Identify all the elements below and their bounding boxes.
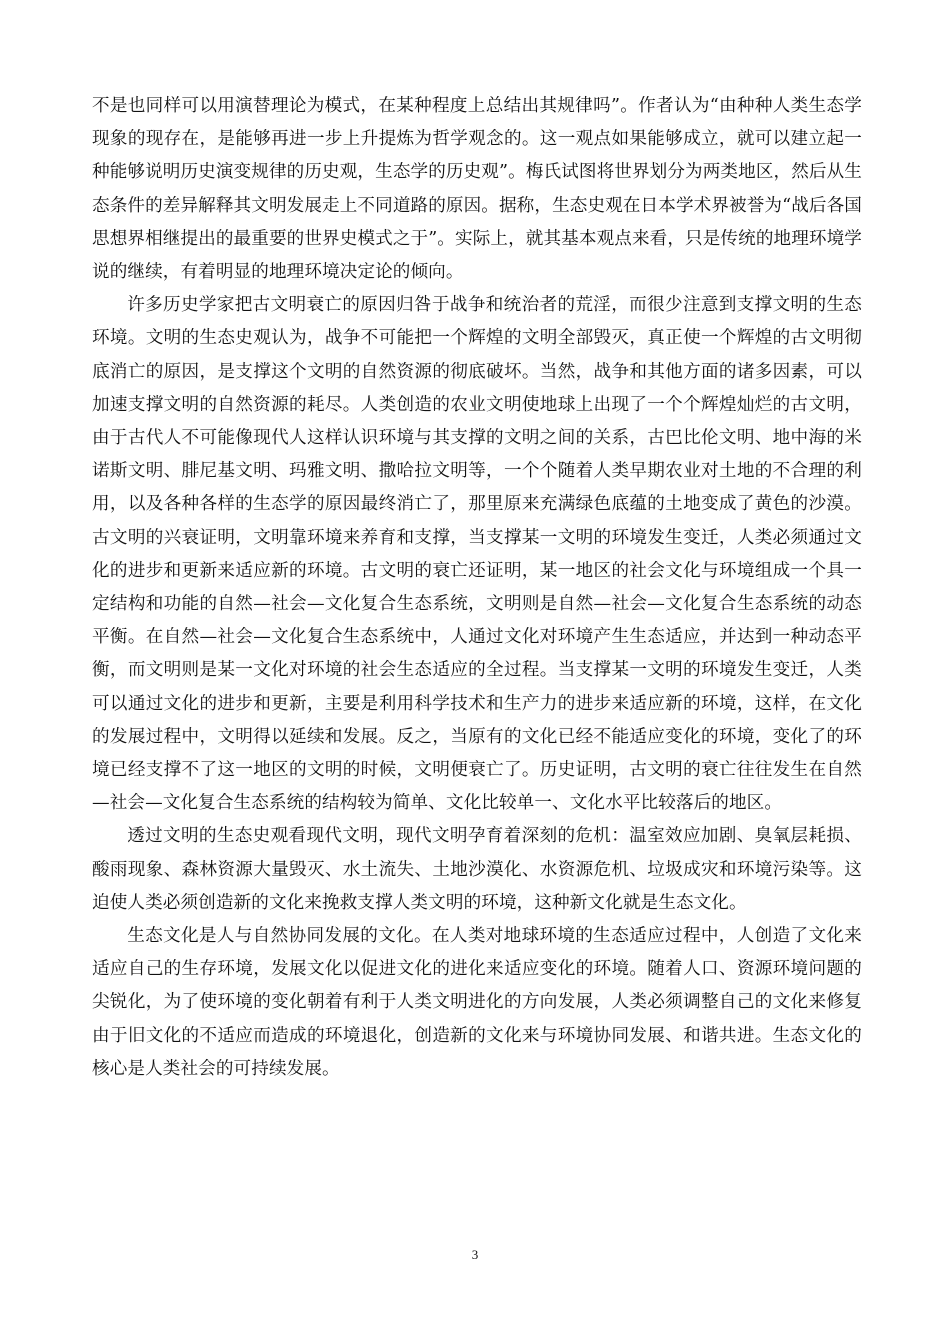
document-body <box>92 90 862 1086</box>
paragraph-1: 不是也同样可以用演替理论为模式，在某种程度上总结出其规律吗”。作者认为“由种种人类生态学现象的现存在，是能够再进一步上升提炼为哲学观念的。这一观点如果能够成立，就可以建立起一种能够说明历史演变规律的历史观，生态学的历史观”。梅氏试图将世界划分为两类地区，然后从生态条件的差异解释其文明发展走上不同道路的原因。据称，生态史观在日本学术界被誉为“战后各国思想界相继提出的最重要的世界史模式之于”。实际上，就其基本观点来看，只是传统的地理环境学说的继续，有着明显的地理环境决定论的倾向。 <box>92 96 862 283</box>
paragraph-3: 透过文明的生态史观看现代文明，现代文明孕育着深刻的危机：温室效应加剧、臭氧层耗损、酸雨现象、森林资源大量毁灭、水土流失、土地沙漠化、水资源危机、垃圾成灾和环境污染等。这迫使人类必须创造新的文化来挽救支撑人类文明的环境，这种新文化就是生态文化。 <box>92 826 862 913</box>
page-number: 3 <box>471 1247 479 1262</box>
paragraph-4: 生态文化是人与自然协同发展的文化。在人类对地球环境的生态适应过程中，人创造了文化来适应自己的生存环境，发展文化以促进文化的进化来适应变化的环境。随着人口、资源环境问题的尖锐化，为了使环境的变化朝着有利于人类文明进化的方向发展，人类必须调整自己的文化来修复由于旧文化的不适应而造成的环境退化，创造新的文化来与环境协同发展、和谐共进。生态文化的核心是人类社会的可持续发展。 <box>92 926 862 1079</box>
paragraph-2: 许多历史学家把古文明衰亡的原因归咎于战争和统治者的荒淫，而很少注意到支撑文明的生态环境。文明的生态史观认为，战争不可能把一个辉煌的文明全部毁灭，真正使一个辉煌的古文明彻底消亡的原因，是支撑这个文明的自然资源的彻底破坏。当然，战争和其他方面的诸多因素，可以加速支撑文明的自然资源的耗尽。人类创造的农业文明使地球上出现了一个个辉煌灿烂的古文明，由于古代人不可能像现代人这样认识环境与其支撑的文明之间的关系，古巴比伦文明、地中海的米诺斯文明、腓尼基文明、玛雅文明、撒哈拉文明等，一个个随着人类早期农业对土地的不合理的利用，以及各种各样的生态学的原因最终消亡了，那里原来充满绿色底蕴的土地变成了黄色的沙漠。古文明的兴衰证明，文明靠环境来养育和支撑，当支撑某一文明的环境发生变迁，人类必须通过文化的进步和更新来适应新的环境。古文明的衰亡还证明，某一地区的社会文化与环境组成一个具一定结构和功能的自然—社会—文化复合生态系统，文明则是自然—社会—文化复合生态系统的动态平衡。在自然—社会—文化复合生态系统中，人通过文化对环境产生生态适应，并达到一种动态平衡，而文明则是某一文化对环境的社会生态适应的全过程。当支撑某一文明的环境发生变迁，人类可以通过文化的进步和更新，主要是利用科学技术和生产力的进步来适应新的环境，这样，在文化的发展过程中，文明得以延续和发展。反之，当原有的文化已经不能适应变化的环境，变化了的环境已经支撑不了这一地区的文明的时候，文明便衰亡了。历史证明，古文明的衰亡往往发生在自然—社会—文化复合生态系统的结构较为简单、文化比较单一、文化水平比较落后的地区。 <box>92 295 862 814</box>
